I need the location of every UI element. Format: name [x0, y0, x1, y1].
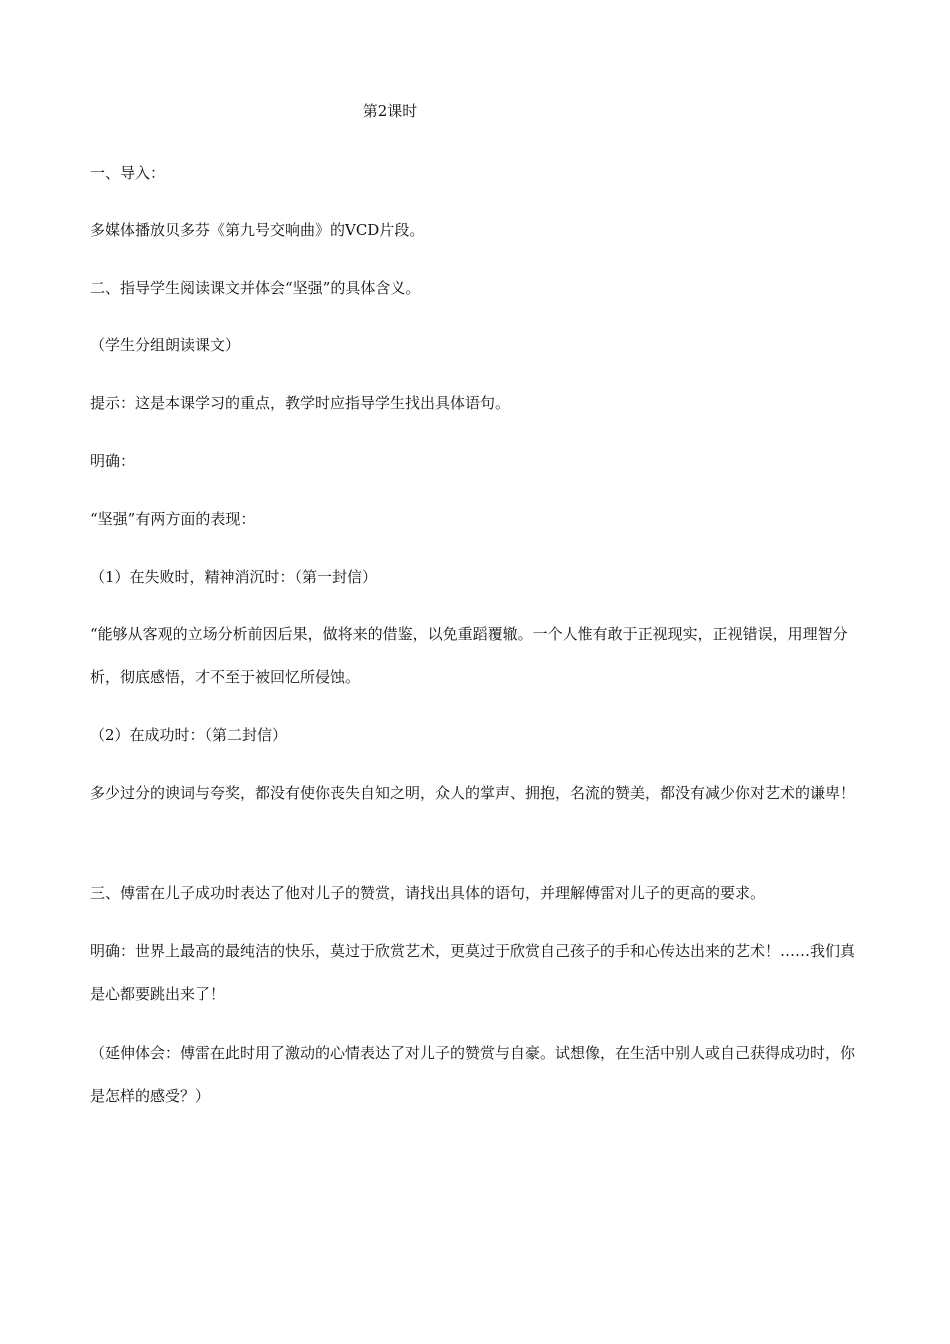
paragraph-failure: （1）在失败时，精神消沉时：（第一封信）	[90, 568, 378, 586]
paragraph-success: （2）在成功时：（第二封信）	[90, 726, 288, 744]
paragraph-strength-aspects: “坚强”有两方面的表现：	[90, 510, 256, 528]
section-intro-heading: 一、导入：	[90, 164, 166, 182]
paragraph-hint: 提示：这是本课学习的重点，教学时应指导学生找出具体语句。	[90, 394, 511, 412]
section-three-heading: 三、傅雷在儿子成功时表达了他对儿子的赞赏，请找出具体的语句，并理解傅雷对儿子的更高的要求。	[90, 884, 766, 902]
lesson-title: 第2课时	[362, 102, 418, 120]
paragraph-extension: （延伸体会：傅雷在此时用了激动的心情表达了对儿子的赞赏与自豪。试想像，在生活中别人或自己获得成功时，你是怎样的感受？）	[90, 1044, 856, 1105]
paragraph-clarify-1: 明确：	[90, 452, 136, 470]
section-two-heading: 二、指导学生阅读课文并体会“坚强”的具体含义。	[90, 279, 421, 297]
paragraph-quote-first-letter: “能够从客观的立场分析前因后果，做将来的借鉴，以免重蹈覆辙。一个人惟有敢于正视现实，正视错误，用理智分析，彻底感悟，才不至于被回忆所侵蚀。	[90, 625, 848, 686]
paragraph-multimedia: 多媒体播放贝多芬《第九号交响曲》的VCD片段。	[90, 221, 425, 239]
paragraph-group-reading: （学生分组朗读课文）	[90, 336, 241, 354]
paragraph-clarify-2: 明确：世界上最高的最纯洁的快乐，莫过于欣赏艺术，更莫过于欣赏自己孩子的手和心传达出来的艺术！……我们真是心都要跳出来了！	[90, 942, 856, 1003]
paragraph-quote-second-letter: 多少过分的谀词与夸奖，都没有使你丧失自知之明，众人的掌声、拥抱，名流的赞美，都没有减少你对艺术的谦卑！	[90, 784, 856, 802]
